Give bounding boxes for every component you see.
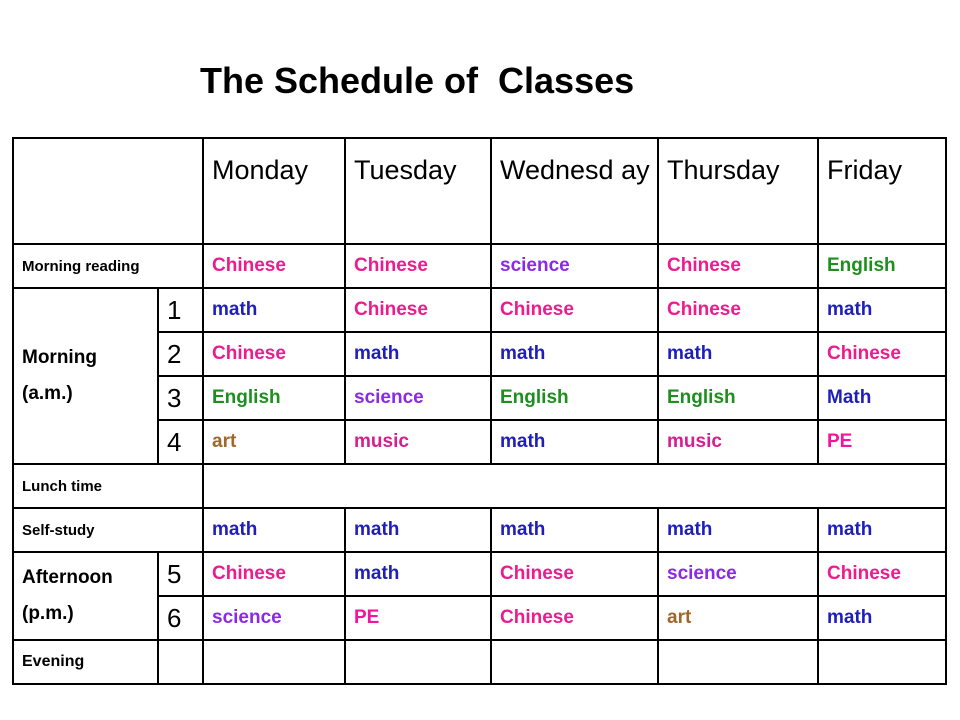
group-label-afternoon [13,552,158,640]
subject-cell: Chinese [491,552,658,596]
day-header-wednesday: Wednesd ay [491,138,658,244]
subject-cell: art [658,596,818,640]
subject-cell: math [491,332,658,376]
subject-cell: Chinese [658,288,818,332]
empty-cell [158,640,203,684]
empty-cell [658,640,818,684]
subject-cell: Chinese [818,332,946,376]
empty-cell [345,640,491,684]
empty-cell [203,640,345,684]
subject-cell: science [491,244,658,288]
group-label-afternoon-line2: (p.m.) [22,603,74,624]
period-number: 1 [158,288,203,332]
subject-cell: Math [818,376,946,420]
subject-cell: science [658,552,818,596]
subject-cell: PE [818,420,946,464]
page-title: The Schedule of Classes [200,60,635,101]
subject-cell: math [203,288,345,332]
subject-cell: English [491,376,658,420]
subject-cell: math [345,332,491,376]
period-number: 3 [158,376,203,420]
lunch-empty-cell [203,464,946,508]
subject-cell: math [818,596,946,640]
day-header-tuesday: Tuesday [345,138,491,244]
subject-cell: Chinese [203,244,345,288]
subject-cell: Chinese [345,244,491,288]
group-label-morning [13,288,158,464]
period-number: 5 [158,552,203,596]
subject-cell: English [203,376,345,420]
subject-cell: Chinese [203,332,345,376]
empty-cell [491,640,658,684]
row-label-lunch-time: Lunch time [13,464,203,508]
subject-cell: math [658,508,818,552]
morning-period-row [13,288,946,332]
subject-cell: Chinese [658,244,818,288]
row-label-self-study: Self-study [13,508,203,552]
group-label-morning-line2: (a.m.) [22,383,73,404]
subject-cell: art [203,420,345,464]
subject-cell: science [203,596,345,640]
period-number: 4 [158,420,203,464]
subject-cell: English [658,376,818,420]
subject-cell: Chinese [345,288,491,332]
evening-row [13,640,946,684]
subject-cell: Chinese [491,596,658,640]
corner-cell [13,138,203,244]
subject-cell: Chinese [491,288,658,332]
subject-cell: Chinese [818,552,946,596]
row-label-morning-reading: Morning reading [13,244,203,288]
day-header-friday: Friday [818,138,946,244]
empty-cell [818,640,946,684]
afternoon-period-row [13,552,946,596]
schedule-table [12,137,947,685]
period-number: 2 [158,332,203,376]
header-row [13,138,946,244]
morning-reading-row [13,244,946,288]
subject-cell: music [658,420,818,464]
subject-cell: Chinese [203,552,345,596]
group-label-morning-line1: Morning [22,347,97,368]
lunch-row [13,464,946,508]
subject-cell: math [818,288,946,332]
subject-cell: math [345,552,491,596]
subject-cell: math [658,332,818,376]
self-study-row [13,508,946,552]
subject-cell: math [345,508,491,552]
subject-cell: science [345,376,491,420]
group-label-afternoon-line1: Afternoon [22,567,113,588]
subject-cell: PE [345,596,491,640]
subject-cell: math [818,508,946,552]
subject-cell: math [491,420,658,464]
day-header-monday: Monday [203,138,345,244]
period-number: 6 [158,596,203,640]
day-header-thursday: Thursday [658,138,818,244]
subject-cell: math [203,508,345,552]
row-label-evening: Evening [13,640,158,684]
subject-cell: English [818,244,946,288]
subject-cell: music [345,420,491,464]
subject-cell: math [491,508,658,552]
